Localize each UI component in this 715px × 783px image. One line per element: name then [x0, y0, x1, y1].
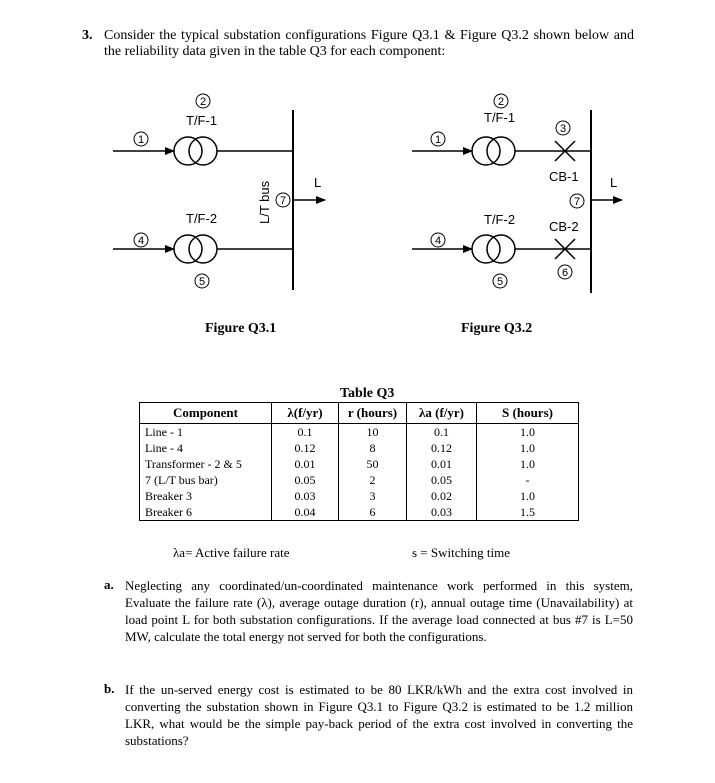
fig1-node-4: 4 [137, 235, 145, 247]
cell: 0.1 [407, 424, 477, 441]
cell: 0.05 [407, 472, 477, 488]
fig1-node-5: 5 [198, 276, 206, 288]
tf1-primary-winding [174, 137, 202, 165]
cell: 1.0 [477, 488, 579, 504]
fig1-load-label: L [314, 175, 322, 190]
table-row [140, 504, 579, 521]
table-row [140, 440, 579, 456]
header-s: S (hours) [477, 403, 579, 424]
cell: - [477, 472, 579, 488]
fig2-node-2: 2 [497, 96, 505, 108]
fig2-node-6: 6 [561, 267, 569, 279]
tf2-primary-winding [472, 235, 500, 263]
switching-time-note: s = Switching time [412, 545, 510, 560]
fig2-node-3: 3 [559, 123, 567, 135]
tf1-primary-winding [472, 137, 500, 165]
cell: 0.05 [272, 472, 339, 488]
header-lambda: λ(f/yr) [272, 403, 339, 424]
fig2-node-7: 7 [573, 196, 581, 208]
question-intro: Consider the typical substation configurations Figure Q3.1 & Figure Q3.2 shown below and the reliability data given in the table Q3 for each component: [104, 28, 634, 59]
cell: 0.12 [272, 440, 339, 456]
cell: 7 (L/T bus bar) [140, 472, 272, 488]
cell: 2 [339, 472, 407, 488]
question-number: 3. [82, 28, 93, 43]
cell: Line - 4 [140, 440, 272, 456]
part-a-text: Neglecting any coordinated/un-coordinated maintenance work performed in this system, Evaluate the failure rate (λ), average outage duration (r), annual outage time (Unavailability) at load point L for both substation configurations. If the average load connected at bus #7 is L=50 MW, calculate the total energy not served for both the configurations. [125, 578, 633, 644]
fig2-node-5: 5 [496, 276, 504, 288]
tf2-secondary-winding [487, 235, 515, 263]
table-row [140, 456, 579, 472]
fig2-load-label: L [610, 175, 618, 190]
fig1-tf2-label: T/F-2 [186, 211, 218, 226]
table-caption: Table Q3 [340, 386, 395, 401]
cell: 0.02 [407, 488, 477, 504]
part-b-text: If the un-served energy cost is estimated to be 80 LKR/kWh and the extra cost involved in converting the substation shown in Figure Q3.1 to Figure Q3.2 is estimated to be 1.2 million LKR, what would be the simple pay-back period of the extra cost involved in converting the substations? [125, 682, 633, 748]
cell: 1.5 [477, 504, 579, 521]
table-row [140, 424, 579, 441]
cell: Breaker 6 [140, 504, 272, 521]
cell: 0.12 [407, 440, 477, 456]
figure-q3-2 [412, 94, 622, 293]
header-component: Component [140, 403, 272, 424]
part-b-label: b. [104, 681, 115, 696]
cell: 1.0 [477, 440, 579, 456]
fig2-cb2-label: CB-2 [549, 219, 579, 234]
fig1-bus-label: L/T bus [257, 180, 272, 224]
fig1-node-7: 7 [279, 195, 287, 207]
cell: 1.0 [477, 424, 579, 441]
tf2-secondary-winding [189, 235, 217, 263]
fig2-cb1-label: CB-1 [549, 169, 579, 184]
cell: Transformer - 2 & 5 [140, 456, 272, 472]
fig1-tf1-label: T/F-1 [186, 113, 218, 128]
cell: 0.1 [272, 424, 339, 441]
table-row [140, 488, 579, 504]
fig1-node-2: 2 [199, 96, 207, 108]
header-r: r (hours) [339, 403, 407, 424]
fig2-node-1: 1 [434, 134, 442, 146]
cell: 0.03 [272, 488, 339, 504]
fig2-node-4: 4 [434, 235, 442, 247]
active-failure-note: λa= Active failure rate [173, 545, 290, 560]
figure-q3-2-caption: Figure Q3.2 [461, 321, 533, 336]
table-header-row [140, 403, 579, 424]
cell: 6 [339, 504, 407, 521]
cell: 3 [339, 488, 407, 504]
cell: 8 [339, 440, 407, 456]
cell: 50 [339, 456, 407, 472]
figure-q3-1-caption: Figure Q3.1 [205, 321, 277, 336]
tf1-secondary-winding [487, 137, 515, 165]
fig2-tf1-label: T/F-1 [484, 110, 516, 125]
cell: Breaker 3 [140, 488, 272, 504]
cell: Line - 1 [140, 424, 272, 441]
fig1-node-1: 1 [137, 134, 145, 146]
fig2-tf2-label: T/F-2 [484, 212, 516, 227]
table-row [140, 472, 579, 488]
reliability-table [139, 402, 579, 521]
cell: 10 [339, 424, 407, 441]
tf1-secondary-winding [189, 137, 217, 165]
figure-q3-1 [113, 94, 325, 290]
cell: 1.0 [477, 456, 579, 472]
tf2-primary-winding [174, 235, 202, 263]
header-lambda-a: λa (f/yr) [407, 403, 477, 424]
cell: 0.04 [272, 504, 339, 521]
cell: 0.03 [407, 504, 477, 521]
part-a-label: a. [104, 577, 114, 592]
cell: 0.01 [272, 456, 339, 472]
cell: 0.01 [407, 456, 477, 472]
substation-diagrams [0, 0, 715, 340]
